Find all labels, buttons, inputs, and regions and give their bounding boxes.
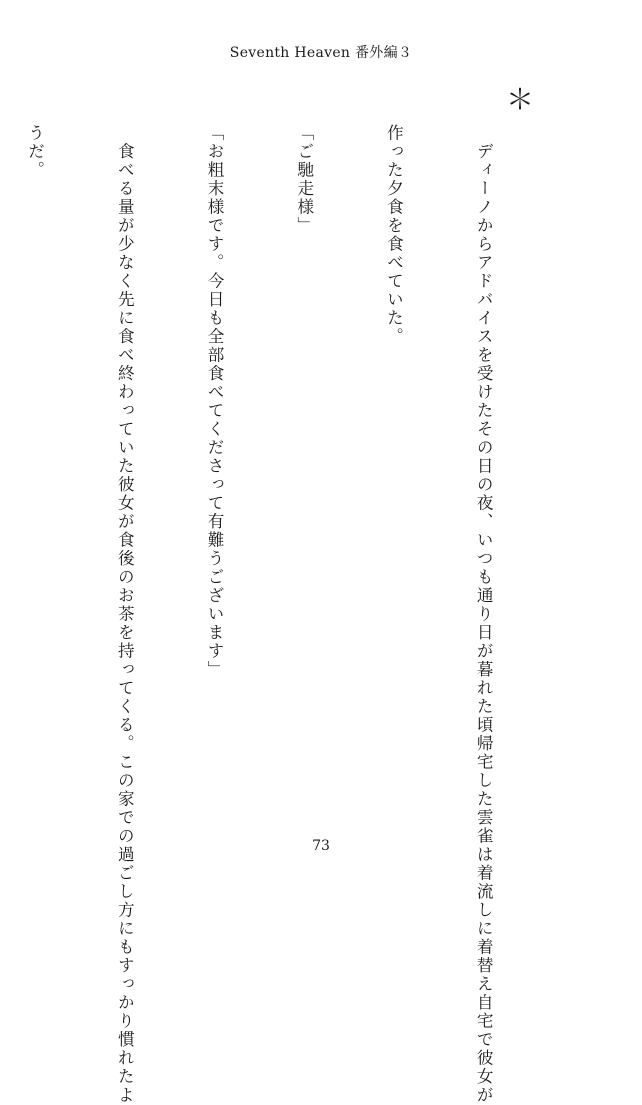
page-number: 73	[312, 838, 330, 854]
text-line: 「ご馳走様」	[294, 124, 314, 235]
text-line: うだ。	[25, 124, 45, 180]
text-line: 食べる量が少なく先に食べ終わっていた彼女が食後のお茶を持ってくる。この家での過ごし方にもすっかり慣れたよ	[115, 124, 135, 1105]
text-line: ディーノからアドバイスを受けたその日の夜、いつも通り日が暮れた頃帰宅した雲雀は着流しに着替え自宅で彼女が	[474, 124, 494, 1105]
scene-break-asterisk: ＊	[505, 83, 534, 116]
text-line: 作った夕食を食べていた。	[384, 124, 404, 346]
running-header: Seventh Heaven 番外編３	[229, 45, 413, 61]
text-line: 「お粗末様です。今日も全部食べてくださって有難うございます」	[205, 124, 225, 679]
